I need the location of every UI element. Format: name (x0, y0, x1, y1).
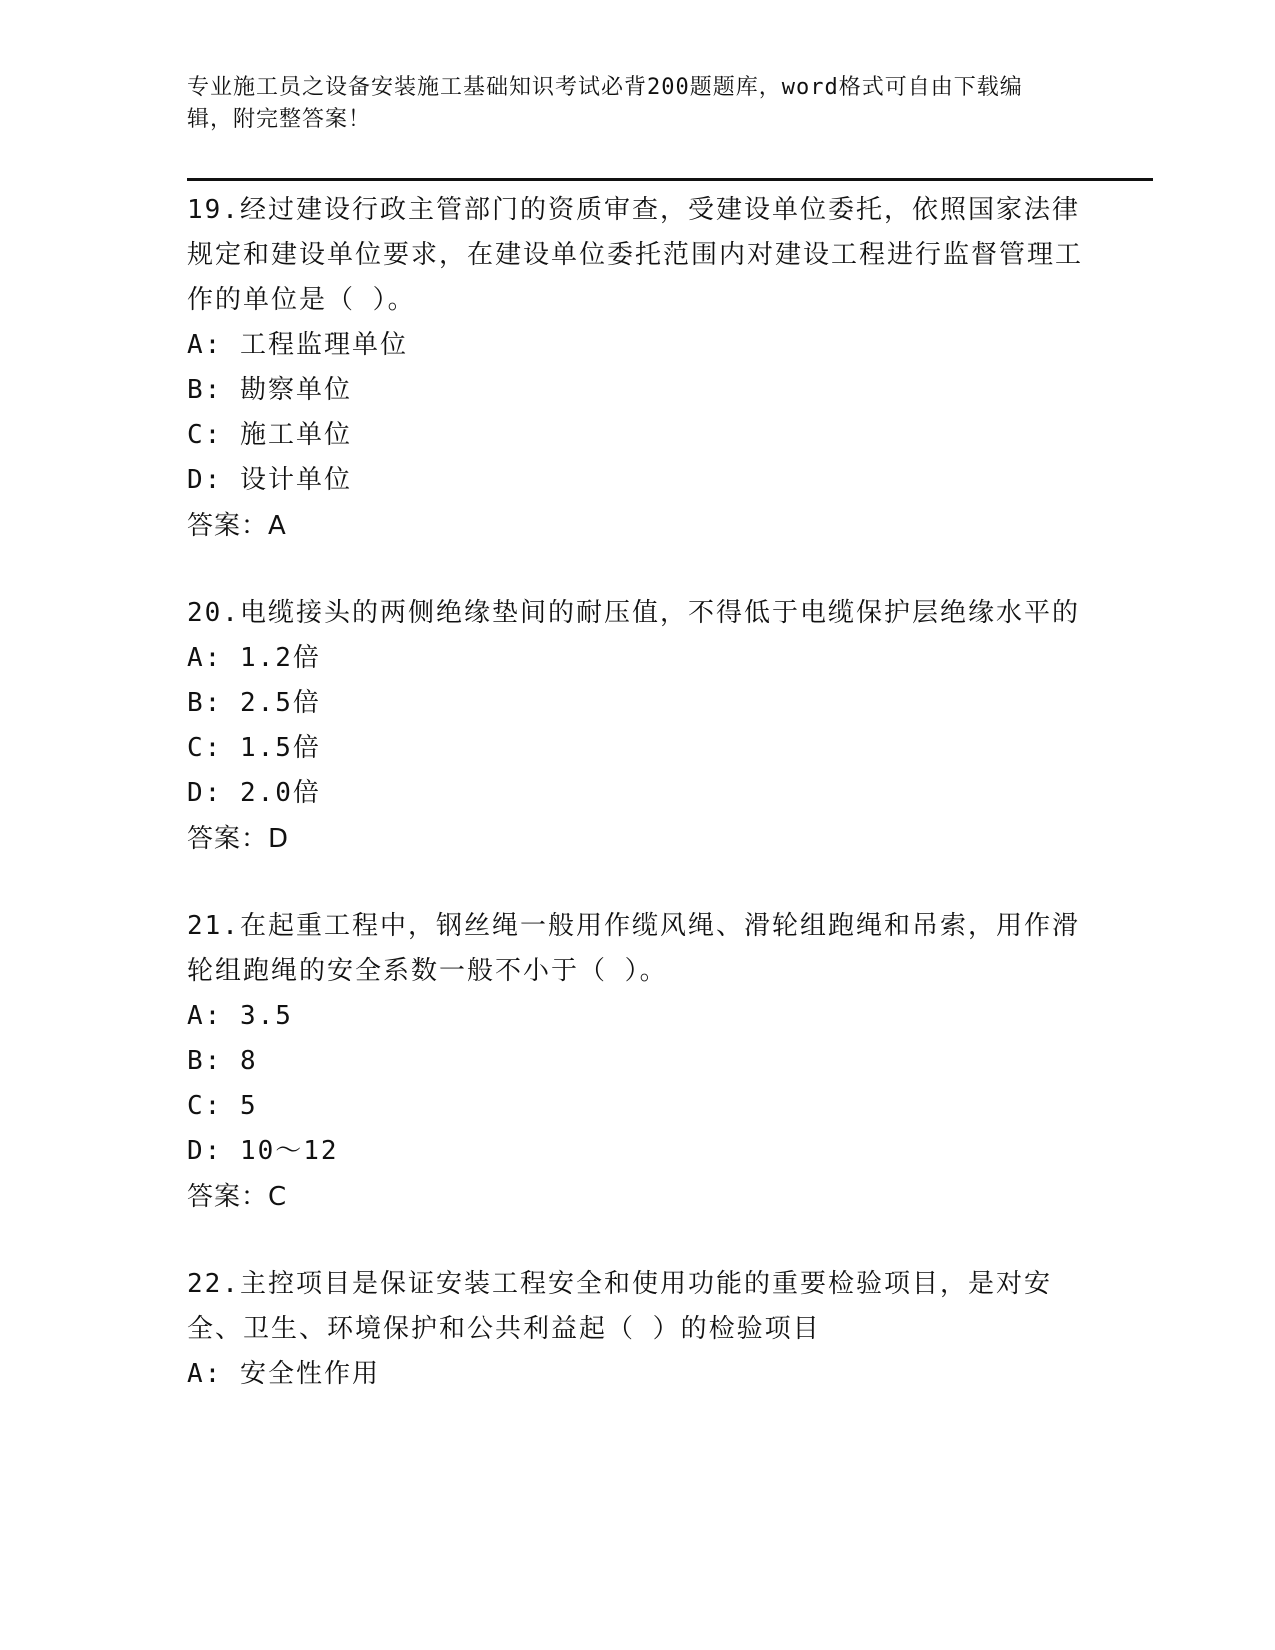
question-21 (187, 904, 1087, 1220)
question-stem: 20.电缆接头的两侧绝缘垫间的耐压值，不得低于电缆保护层绝缘水平的 (187, 598, 1080, 628)
option-b: B: 8 (187, 1046, 258, 1076)
question-stem: 21.在起重工程中，钢丝绳一般用作缆风绳、滑轮组跑绳和吊索，用作滑轮组跑绳的安全系数一般不小于（ ）。 (187, 911, 1080, 986)
header-divider (187, 178, 1153, 181)
question-22 (187, 1262, 1087, 1397)
question-stem: 22.主控项目是保证安装工程安全和使用功能的重要检验项目，是对安全、卫生、环境保护和公共利益起（ ）的检验项目 (187, 1269, 1052, 1344)
answer: 答案：C (187, 1182, 288, 1212)
option-c: C: 施工单位 (187, 420, 352, 450)
option-c: C: 5 (187, 1091, 258, 1121)
question-stem: 19.经过建设行政主管部门的资质审查，受建设单位委托，依照国家法律规定和建设单位要求，在建设单位委托范围内对建设工程进行监督管理工作的单位是（ ）。 (187, 195, 1084, 315)
page-header: 专业施工员之设备安装施工基础知识考试必背200题题库，word格式可自由下载编辑，附完整答案！ (187, 75, 1023, 132)
option-a: A: 1.2倍 (187, 643, 321, 673)
option-d: D: 2.0倍 (187, 778, 321, 808)
option-a: A: 工程监理单位 (187, 330, 408, 360)
question-19 (187, 188, 1087, 549)
question-list (187, 188, 1087, 1439)
option-d: D: 10～12 (187, 1136, 339, 1166)
answer: 答案：D (187, 824, 290, 854)
option-c: C: 1.5倍 (187, 733, 321, 763)
answer: 答案：A (187, 511, 287, 541)
option-b: B: 2.5倍 (187, 688, 321, 718)
option-b: B: 勘察单位 (187, 375, 352, 405)
option-d: D: 设计单位 (187, 465, 352, 495)
option-a: A: 3.5 (187, 1001, 293, 1031)
option-a: A: 安全性作用 (187, 1359, 380, 1389)
question-20 (187, 591, 1087, 862)
